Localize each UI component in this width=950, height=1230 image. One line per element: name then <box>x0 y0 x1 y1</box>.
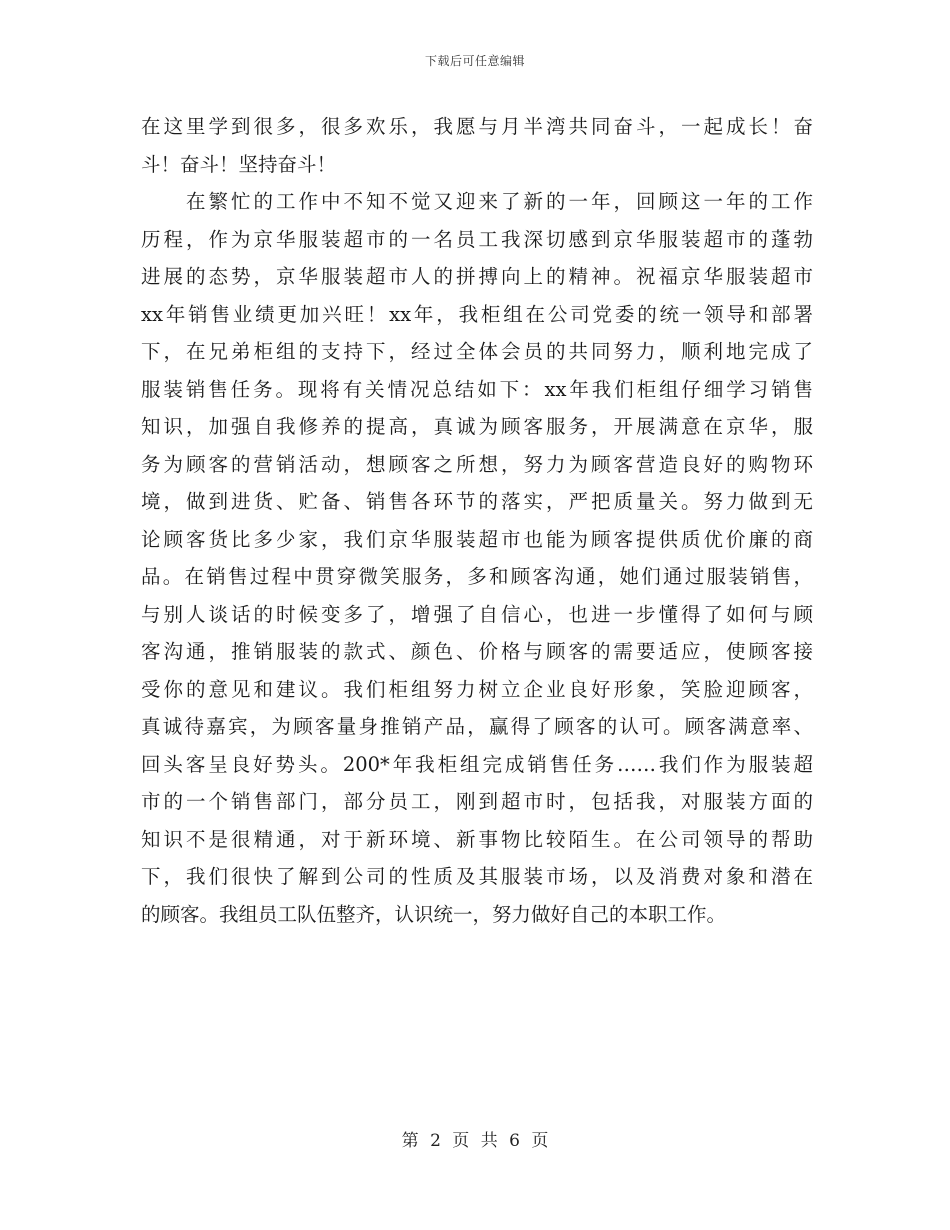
body-line: 与别人谈话的时候变多了，增强了自信心，也进一步懂得了如何与顾 <box>141 602 813 626</box>
page-number: 第 2 页 共 6 页 <box>401 1131 549 1151</box>
body-line: 历程，作为京华服装超市的一名员工我深切感到京华服装超市的蓬勃 <box>141 227 813 251</box>
body-line: 在这里学到很多，很多欢乐，我愿与月半湾共同奋斗，一起成长！奋 <box>141 115 813 138</box>
body-line: 境，做到进货、贮备、销售各环节的落实，严把质量关。努力做到无 <box>141 490 813 513</box>
body-line: 的顾客。我组员工队伍整齐，认识统一，努力做好自己的本职工作。 <box>141 902 727 926</box>
body-line: 品。在销售过程中贯穿微笑服务，多和顾客沟通，她们通过服装销售， <box>141 565 813 588</box>
body-line: 进展的态势，京华服装超市人的拼搏向上的精神。祝福京华服装超市 <box>141 265 813 288</box>
body-line: 市的一个销售部门，部分员工，刚到超市时，包括我，对服装方面的 <box>141 790 813 813</box>
body-line: 客沟通，推销服装的款式、颜色、价格与顾客的需要适应，使顾客接 <box>141 640 813 663</box>
body-line: 回头客呈良好势头。200*年我柜组完成销售任务……我们作为服装超 <box>141 752 813 776</box>
body-line: 真诚待嘉宾，为顾客量身推销产品，赢得了顾客的认可。顾客满意率、 <box>141 715 813 738</box>
body-line: xx年销售业绩更加兴旺！xx年，我柜组在公司党委的统一领导和部署 <box>141 302 813 326</box>
document-body <box>141 108 813 933</box>
body-line: 服装销售任务。现将有关情况总结如下：xx年我们柜组仔细学习销售 <box>141 377 813 401</box>
body-line: 下，我们很快了解到公司的性质及其服装市场，以及消费对象和潜在 <box>141 865 813 888</box>
body-line: 斗！奋斗！坚持奋斗！ <box>141 152 337 176</box>
body-line: 受你的意见和建议。我们柜组努力树立企业良好形象，笑脸迎顾客， <box>141 677 813 701</box>
body-line: 在繁忙的工作中不知不觉又迎来了新的一年，回顾这一年的工作 <box>141 190 813 213</box>
body-line: 知识，加强自我修养的提高，真诚为顾客服务，开展满意在京华，服 <box>141 415 813 438</box>
body-line: 务为顾客的营销活动，想顾客之所想，努力为顾客营造良好的购物环 <box>141 452 813 476</box>
page-header-note: 下载后可任意编辑 <box>424 54 525 68</box>
body-line: 知识不是很精通，对于新环境、新事物比较陌生。在公司领导的帮助 <box>141 827 813 851</box>
body-line: 论顾客货比多少家，我们京华服装超市也能为顾客提供质优价廉的商 <box>141 527 813 551</box>
body-line: 下，在兄弟柜组的支持下，经过全体会员的共同努力，顺利地完成了 <box>141 340 813 363</box>
